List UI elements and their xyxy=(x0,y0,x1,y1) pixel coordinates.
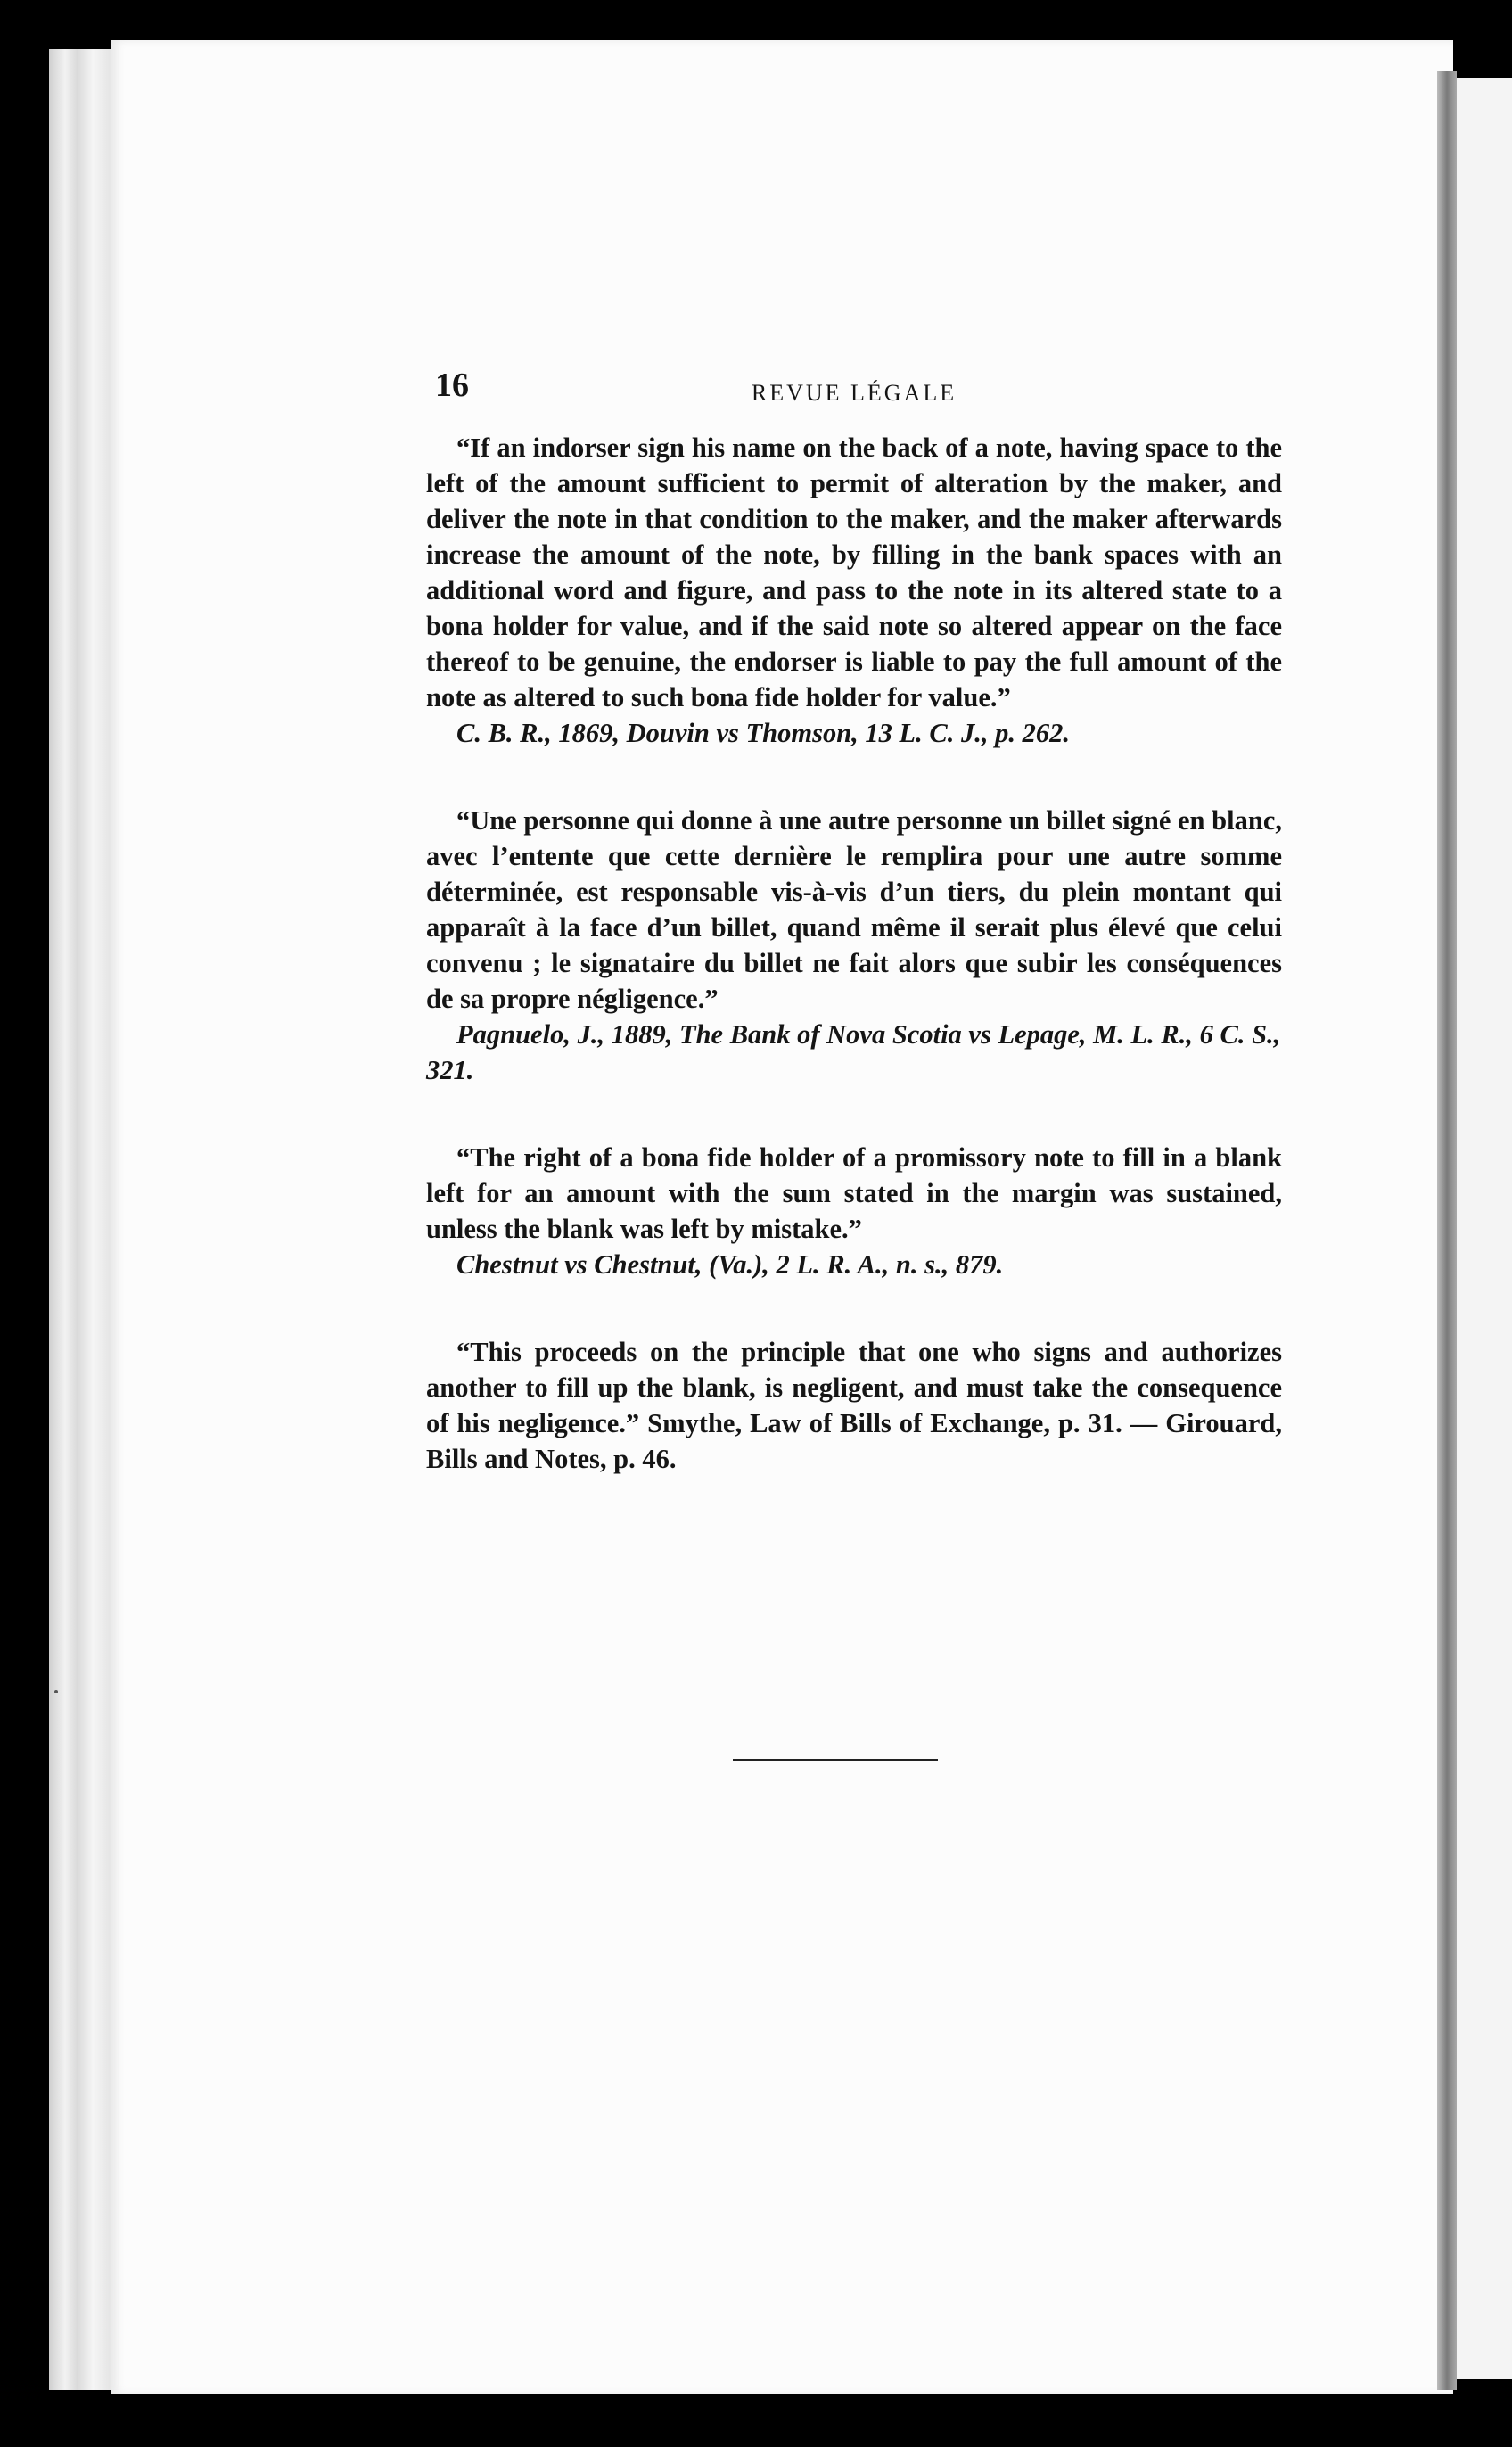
case-citation: C. B. R., 1869, Douvin vs Thomson, 13 L. C. J., p. 262. xyxy=(456,718,1071,748)
case-citation: Pagnuelo, J., 1889, The Bank of Nova Scotia vs Lepage, M. L. R., 6 C. S., 321. xyxy=(426,1019,1281,1085)
case-citation: Chestnut vs Chestnut, (Va.), 2 L. R. A., n. s., 879. xyxy=(456,1249,1004,1280)
page-number: 16 xyxy=(435,367,469,404)
page-header xyxy=(426,366,1282,419)
page-text xyxy=(426,366,1282,1477)
quote-paragraph: “The right of a bona fide holder of a promissory note to fill in a blank left for an amount with the sum stated in the margin was sustained, unless the blank was left by mistake.” xyxy=(426,1142,1282,1244)
quote-paragraph: “Une personne qui donne à une autre personne un billet signé en blanc, avec l’entente que cette dernière le remplira pour une autre somme déterminée, est responsable vis-à-vis d’un tiers, du plein montant qui apparaît à la face d’un billet, quand même il serait plus élevé que celui convenu ; le signataire du billet ne fait alors que subir les conséquences de sa propre négligence.” xyxy=(426,805,1282,1014)
facing-page-edge xyxy=(1457,78,1512,2379)
book-gutter-shadow xyxy=(1437,71,1457,2390)
section-gap xyxy=(426,1088,1282,1129)
end-rule xyxy=(733,1759,938,1761)
section-gap xyxy=(426,751,1282,792)
quote-paragraph: “This proceeds on the principle that one who signs and authorizes another to fill up the blank, is negligent, and must take the consequence of his negligence.” Smythe, Law of Bills of Exchange, p. 31. — Girouard, Bills and Notes, p. 46. xyxy=(426,1337,1282,1474)
quote-paragraph: “If an indorser sign his name on the back of a note, having space to the left of the amount sufficient to permit of alteration by the maker, and deliver the note in that condition to the maker, and the maker afterwards increase the amount of the note, by filling in the bank spaces with an additional word and figure, and pass to the note in its altered state to a bona holder for value, and if the said note so altered appear on the face thereof to be genuine, the endorser is liable to pay the full amount of the note as altered to such bona fide holder for value.” xyxy=(426,433,1282,713)
scan-speck xyxy=(54,1690,58,1693)
running-title: REVUE LÉGALE xyxy=(751,380,957,406)
section-gap xyxy=(426,1282,1282,1323)
